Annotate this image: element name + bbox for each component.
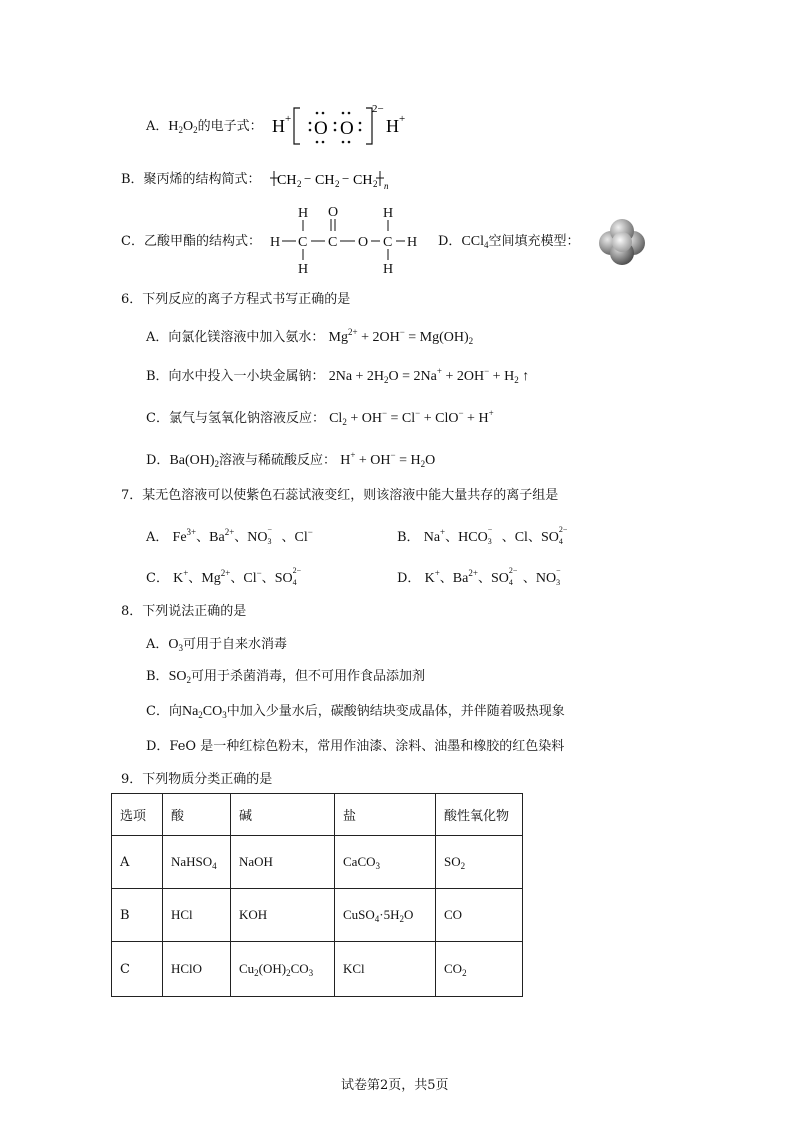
svg-text:2−: 2− — [372, 103, 384, 115]
h2o2-formula: $H_2O_2$ — [168, 119, 198, 135]
header-salt: 盐 — [335, 794, 436, 836]
svg-text:CH: CH — [315, 173, 335, 188]
svg-text:C: C — [328, 235, 338, 250]
svg-text:+: + — [285, 113, 292, 125]
h2o2-electron-formula — [268, 100, 418, 152]
svg-text:H: H — [270, 235, 281, 250]
svg-text:H: H — [407, 235, 418, 250]
svg-text:2: 2 — [335, 179, 340, 189]
svg-text:C: C — [383, 235, 393, 250]
svg-text:+: + — [399, 113, 406, 125]
svg-text:2: 2 — [297, 179, 302, 189]
header-acidic-oxide: 酸性氧化物 — [436, 794, 523, 836]
svg-text:H: H — [383, 206, 394, 221]
q6-b-equation: $2Na + 2H_2O = 2Na^+ + 2OH^- + H_2$ ↑ — [328, 366, 530, 385]
q8-stem: 8．下列说法正确的是 — [121, 604, 247, 619]
svg-text:−: − — [342, 171, 350, 186]
q5-option-c: C．乙酸甲酯的结构式： — [121, 234, 261, 249]
svg-text:C: C — [298, 235, 308, 250]
svg-text:−: − — [304, 171, 312, 186]
q6-option-b: B．向水中投入一小块金属钠： $2Na + 2H_2O = 2Na^+ + 2OH^- + H_2$ ↑ — [146, 366, 530, 385]
table-row: A NaHSO$_4$ NaOH CaCO$_3$ $SO_2$ — [112, 836, 523, 889]
header-base: 碱 — [231, 794, 335, 836]
ccl4-space-filling-model — [597, 219, 647, 265]
svg-text:O: O — [314, 118, 328, 139]
q7-option-d: D． K+、$Ba^{2+}$、SO 2− 4 、NO − 3 — [397, 566, 561, 587]
q8-option-c: C．向$Na_2CO_3$中加入少量水后，碳酸钠结块变成晶体，并伴随着吸热现象 — [146, 704, 565, 720]
q5-option-b: B．聚丙烯的结构简式： — [121, 172, 261, 187]
q7-option-a: A． $Fe^{3+}$、$Ba^{2+}$、NO − 3 、Cl− — [146, 525, 313, 546]
header-acid: 酸 — [163, 794, 231, 836]
svg-text:O: O — [328, 205, 339, 220]
polypropylene-structure — [268, 166, 408, 192]
svg-text:CH: CH — [277, 173, 297, 188]
q8-option-d: D．FeO 是一种红棕色粉末，常用作油漆、涂料、油墨和橡胶的红色染料 — [146, 739, 565, 754]
q8-option-a: A．$O_3$可用于自来水消毒 — [146, 637, 288, 653]
q6-c-equation: $Cl_2 + OH^- = Cl^- + ClO^- + H^+$ — [329, 408, 494, 427]
q7-option-c: C． K+、$Mg^{2+}$、Cl−、SO 2− 4 — [146, 566, 302, 587]
q6-option-c: C．氯气与氢氧化钠溶液反应： $Cl_2 + OH^- = Cl^- + ClO^- + H^+$ — [146, 408, 494, 427]
svg-text:O: O — [340, 118, 354, 139]
q7-option-b: B． Na+、HCO − 3 、Cl、SO 2− 4 — [397, 525, 568, 546]
svg-text:H: H — [298, 262, 309, 277]
svg-text:O: O — [358, 235, 369, 250]
page-footer: 试卷第2页，共5页 — [341, 1078, 449, 1093]
svg-text:2: 2 — [373, 179, 378, 189]
table-row: B HCl KOH $CuSO_4\cdot 5H_2O$ CO — [112, 889, 523, 942]
svg-text:n: n — [384, 181, 389, 191]
svg-text:H: H — [272, 116, 285, 136]
q6-a-equation: $Mg^{2+} + 2OH^- = Mg(OH)_2$ — [328, 327, 474, 346]
svg-text:H: H — [386, 116, 399, 136]
q5-option-a: A．$H_2O_2$的电子式： — [146, 119, 263, 135]
svg-text:H: H — [298, 206, 309, 221]
table-row: C HClO $Cu_2(OH)_2CO_3$ KCl $CO_2$ — [112, 942, 523, 997]
q7-stem: 7．某无色溶液可以使紫色石蕊试液变红，则该溶液中能大量共存的离子组是 — [121, 488, 559, 503]
table-header-row — [112, 794, 523, 836]
header-option: 选项 — [112, 794, 163, 836]
q5-option-d: D．CCl$_4$空间填充模型： — [438, 234, 580, 250]
svg-text:CH: CH — [353, 173, 373, 188]
classification-table — [111, 793, 523, 997]
svg-text:H: H — [383, 262, 394, 277]
q8-option-b: B．$SO_2$可用于杀菌消毒，但不可用作食品添加剂 — [146, 669, 425, 685]
q6-d-equation: $H^+ + OH^- = H_2O$ — [340, 450, 436, 469]
methyl-acetate-structure — [268, 202, 424, 278]
q6-option-a: A．向氯化镁溶液中加入氨水： $Mg^{2+} + 2OH^- = Mg(OH)_2$ — [146, 327, 474, 346]
q9-stem: 9．下列物质分类正确的是 — [121, 772, 273, 787]
q6-stem: 6．下列反应的离子方程式书写正确的是 — [121, 292, 351, 307]
q6-option-d: D．$Ba(OH)_2$溶液与稀硫酸反应： $H^+ + OH^- = H_2O$ — [146, 450, 436, 469]
